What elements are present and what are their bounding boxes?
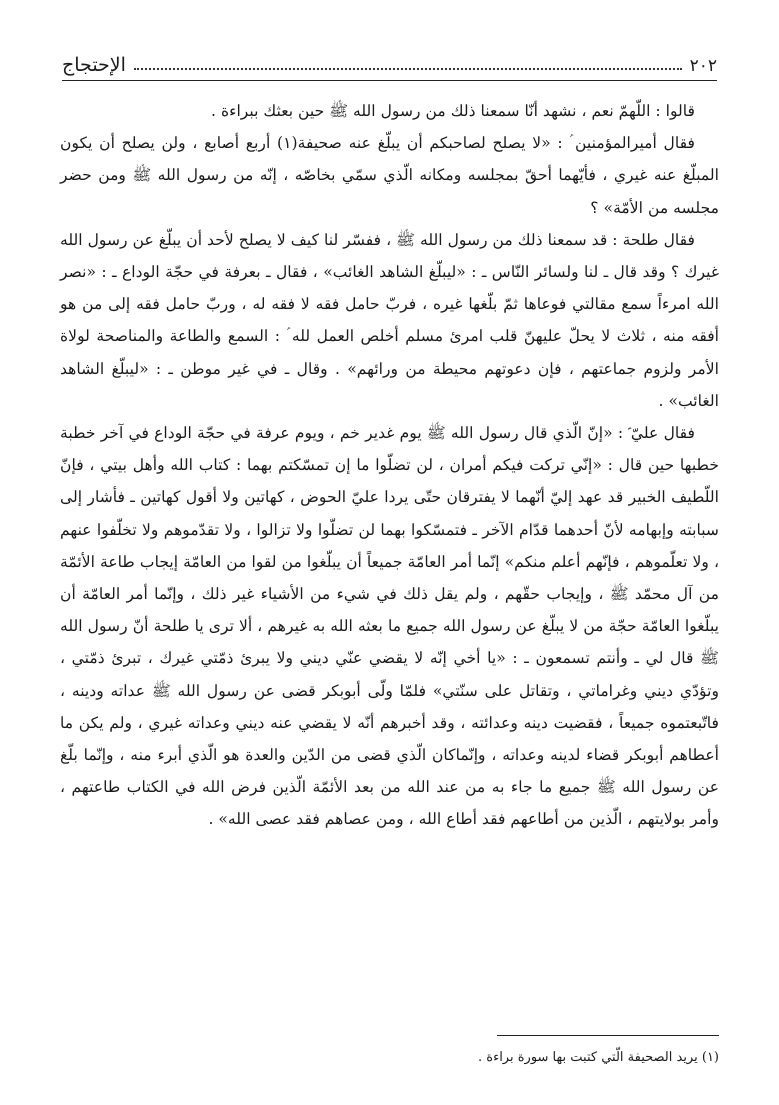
paragraph: فقال طلحة : قد سمعنا ذلك من رسول الله ﷺ ، ففسّر لنا كيف لا يصلح لأحد أن يبلّغ عن رسول الله غيرك ؟ وقد قال ـ لنا ولسائر النّاس ـ : «ليبلّغ الشاهد الغائب» ، فقال ـ بعرفة في حجّة الوداع ـ : «نصر الله امرءاً سمع مقالتي فوعاها ثمّ بلّغها غيره ، فربّ حامل فقه لا فقه له ، وربّ حامل فقه إلى من هو أفقه منه ، ثلاث لا يحلّ عليهنّ قلب امرئ مسلم أخلص العمل لله ؑ : السمع والطاعة والمناصحة لولاة الأمر ولزوم جماعتهم ، فإن دعوتهم محيطة من ورائهم» . وقال ـ في غير موطن ـ : «ليبلّغ الشاهد الغائب» . <box>60 230 719 410</box>
book-title: الإحتجاج <box>62 54 126 76</box>
footnote-separator <box>497 1035 719 1036</box>
footnote: (١) يريد الصحيفة الّتي كتبت بها سورة براءة . <box>478 1050 719 1065</box>
paragraph: فقال أميرالمؤمنين ؑ : «لا يصلح لصاحبكم أن يبلّغ عنه صحيفة(١) أربع أصابع ، ولن يصلح أن يكون المبلّغ عنه غيري ، فأيّهما أحقّ بمجلسه ومكانه الّذي سمّي بخاصّه ، إنّه من رسول الله ﷺ ومن حضر مجلسه من الأمّة» ؟ <box>60 134 719 217</box>
paragraph: فقال عليّ ؑ : «إنّ الّذي قال رسول الله ﷺ يوم غدير خم ، ويوم عرفة في حجّة الوداع في آخر خطبة خطبها حين قال : «إنّي تركت فيكم أمران ، لن تضلّوا ما إن تمسّكتم بهما : كتاب الله وأهل بيتي ، فإنّ اللّطيف الخبير قد عهد إليّ أنّهما لا يفترقان حتّى يردا عليّ الحوض ، كهاتين ولا أقول كهاتين ـ فأشار إلى سبابته وإبهامه لأنّ أحدهما قدّام الآخر ـ فتمسّكوا بهما لن تضلّوا ولا تزالوا ، ولا تقدّموهم ولا تخلّفوا عنهم ، ولا تعلّموهم ، فإنّهم أعلم منكم» إنّما أمر العامّة جميعاً أن يبلّغوا من لقوا من العامّة إيجاب طاعة الأئمّة من آل محمّد ﷺ ، وإيجاب حقّهم ، ولم يقل ذلك في شيء من الأشياء غير ذلك ، وإنّما أمر العامّة أن يبلّغوا العامّة حجّة من لا يبلّغ عن رسول الله جميع ما بعثه الله به غيرهم ، ألا ترى يا طلحة أنّ رسول الله ﷺ قال لي ـ وأنتم تسمعون ـ : «يا أخي إنّه لا يقضي عنّي ديني ولا يبرئ ذمّتي غيرك ، تبرئ ذمّتي ، وتؤدّي ديني وغراماتي ، وتقاتل على سنّتي» فلمّا ولّى أبوبكر قضى عن رسول الله ﷺ عداته ودينه ، فاتّبعتموه جميعاً ، فقضيت دينه وعدائته ، وقد أخبرهم أنّه لا يقضي عنه ديني وعداته غيري ، ولم يكن ما أعطاهم أبوبكر قضاء لدينه وعداته ، وإنّماكان الّذي قضى من الدّين والعدة هو الّذي أبرء منه ، وإنّما بلّغ عن رسول الله ﷺ جميع ما جاء به من عند الله من بعد الأئمّة الّذين فرض الله في الكتاب طاعتهم ، وأمر بولايتهم ، الّذين من أطاعهم فقد أطاع الله ، ومن عصاهم فقد عصى الله» . <box>60 424 719 829</box>
header-dot-leader <box>134 68 682 70</box>
running-header <box>62 46 717 81</box>
main-text <box>60 95 719 836</box>
page-number: ٢٠٢ <box>689 56 717 76</box>
paragraph: قالوا : اللّهمّ نعم ، نشهد أنّا سمعنا ذلك من رسول الله ﷺ حين بعثك ببراءة . <box>211 102 695 120</box>
